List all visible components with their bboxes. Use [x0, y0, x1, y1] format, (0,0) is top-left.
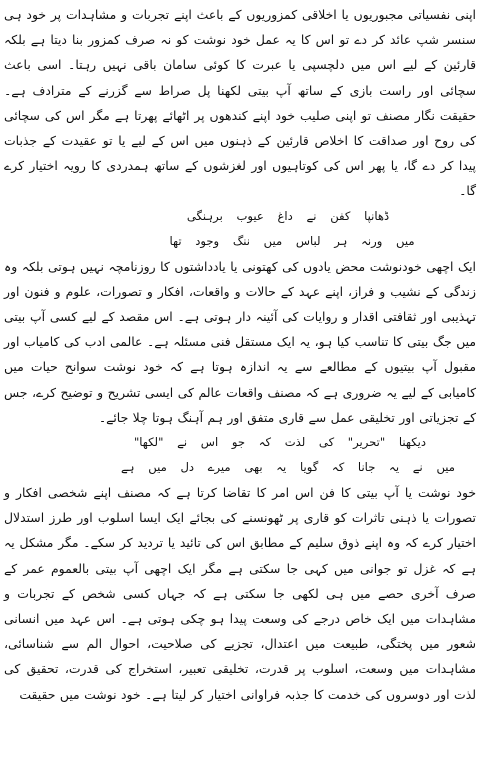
paragraph-2: ایک اچھی خودنوشت محض یادوں کی کھتونی یا یادداشتوں کا روزنامچہ نہیں ہوتی بلکہ وہ زندگی کے نشیب و فراز، اپنے عہد کے حالات و واقعات، افکار و تصورات، علوم و فنون اور تہذیبی اور ثقافتی اقدار و روایات کی آئینہ دار ہوتی ہے۔ اس مقصد کے لیے کسی آپ بیتی میں جگ بیتی کا تناسب کیا ہو، یہ ایک مستقل فنی مسئلہ ہے۔ عالمی ادب کی کامیاب اور مقبول آپ بیتیوں کے مطالعے سے یہ اندازہ ہوتا ہے کہ خود نوشت سوانح حیات میں کامیابی کے لیے یہ ضروری ہے کہ مصنف واقعات عالم کی ایسی تشریح و توضیح کرے، جس کے تجزیاتی اور تخلیقی عمل سے قاری متفق اور ہم آہنگ ہوتا چلا جائے۔ [4, 258, 476, 425]
verse-line-2: میں ورنہ ہر لباس میں ننگ وجود تھا [169, 233, 415, 248]
paragraph-3: خود نوشت یا آپ بیتی کا فن اس امر کا تقاضا کرتا ہے کہ مصنف اپنے شخصی افکار و تصورات یا ذہنی تاثرات کو قاری پر ٹھونسنے کی بجائے ایک ایسا اسلوب اور طرز استدلال اختیار کرے کہ وہ اپنے ذوق سلیم کے مطابق اس کی تائید یا تردید کر سکے۔ مگر مشکل یہ ہے کہ غزل تو جوانی میں کہی جا سکتی ہے مگر ایک اچھی آپ بیتی بالعموم عمر کے صرف آخری حصے میں ہی لکھی جا سکتی ہے کہ جہاں کسی شخص کے تجربات و مشاہدات میں ایک خاص درجے کی وسعت پیدا ہو چکی ہوتی ہے۔ اس عہد میں انسانی شعور میں پختگی، طبیعت میں اعتدال، تجزیے کی صلاحیت، احوال الم سے شناسائی، مشاہدات میں وسعت، اسلوب پر قدرت، تخلیقی تعبیر، استخراج کی قدرت، تحقیق کی لذت اور دوسروں کی خدمت کا جذبہ فراوانی اختیار کر لیتا ہے۔ خود نوشت میں حقیقت [4, 485, 476, 702]
verse-line-4: میں نے یہ جانا کہ گویا یہ بھی میرے دل میں ہے [120, 460, 455, 475]
paragraph-1: اپنی نفسیاتی مجبوریوں یا اخلاقی کمزوریوں کے باعث اپنے تجربات و مشاہدات پر خود ہی سنسر شپ عائد کر دے تو اس کا یہ عمل خود نوشت کو نہ صرف کمزور بنا دیتا ہے بلکہ قارئین کے لیے اس میں دلچسپی یا عبرت کا کوئی سامان باقی نہیں رہتا۔ اسی باعث سچائی اور راست بازی کے ساتھ آپ بیتی لکھنا پل صراط سے گزرنے کے مترادف ہے۔ حقیقت نگار مصنف تو اپنی صلیب خود اپنے کندھوں پر اٹھائے پھرتا ہے مگر اس کی سچائی کی روح اور صداقت کا اخلاص قارئین کے ذہنوں میں اس کے لیے یا تو عقیدت کے جذبات پیدا کر دے گا، یا پھر اس کی کوتاہیوں اور لغزشوں کے ساتھ ہمدردی کا رویہ اختیار کرے گا۔ [4, 7, 476, 199]
verse-line-1: ڈھانپا کفن نے داغ عیوب برہنگی [186, 208, 390, 223]
verse-line-3: دیکھنا "تحریر" کی لذت کہ جو اس نے "لکھا" [133, 435, 427, 450]
